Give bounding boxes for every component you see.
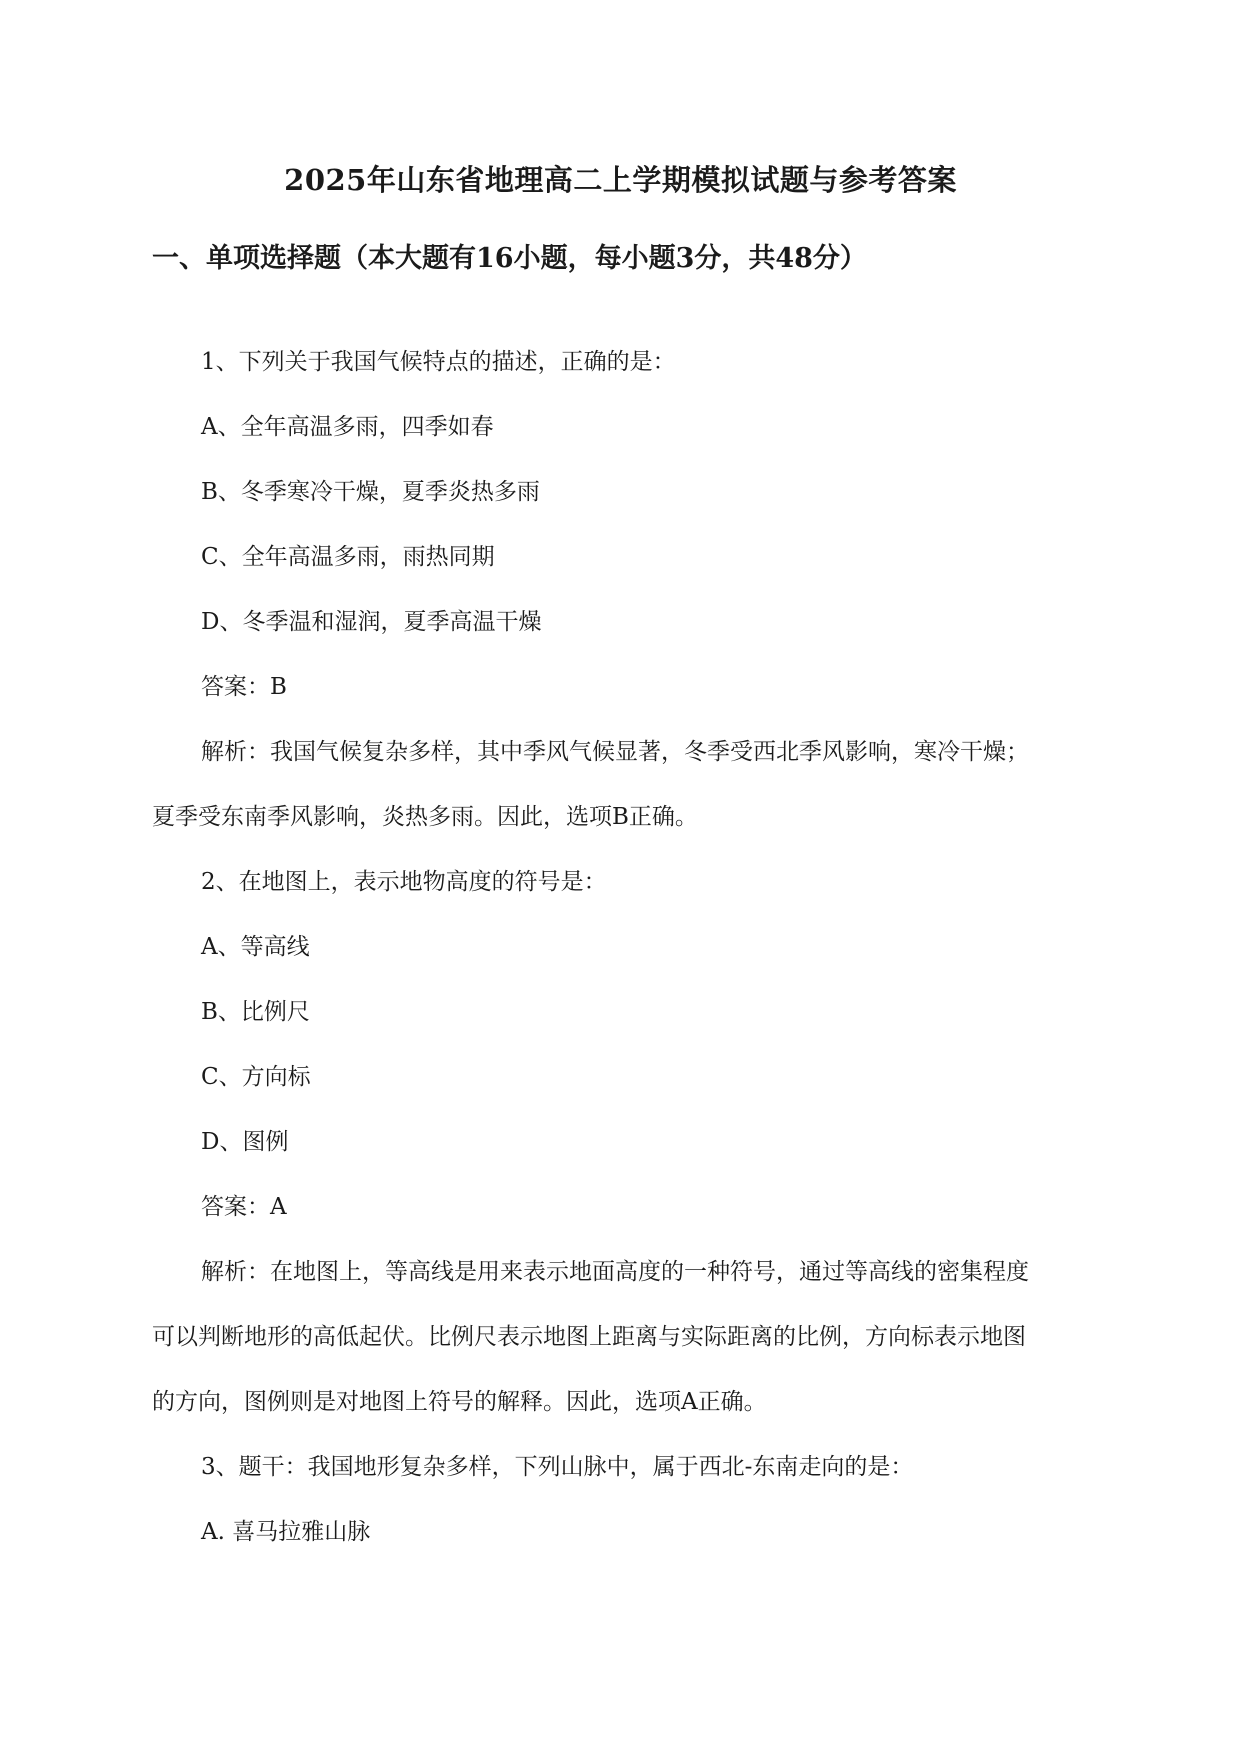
question-2-explanation-line: 可以判断地形的高低起伏。比例尺表示地图上距离与实际距离的比例，方向标表示地图 xyxy=(152,1324,1026,1350)
question-3-option-a: A. 喜马拉雅山脉 xyxy=(201,1519,371,1545)
question-1-stem: 1、下列关于我国气候特点的描述，正确的是： xyxy=(201,349,676,375)
question-2-stem: 2、在地图上，表示地物高度的符号是： xyxy=(201,869,607,895)
section-heading: 一、单项选择题（本大题有16小题，每小题3分，共48分） xyxy=(152,243,867,274)
question-2-option-d: D、图例 xyxy=(201,1129,289,1155)
question-1-option-c: C、全年高温多雨，雨热同期 xyxy=(201,544,495,570)
question-2-option-b: B、比例尺 xyxy=(201,999,310,1025)
question-2-explanation-line: 解析：在地图上，等高线是用来表示地面高度的一种符号，通过等高线的密集程度 xyxy=(201,1259,1029,1285)
question-1-explanation-line: 夏季受东南季风影响，炎热多雨。因此，选项B正确。 xyxy=(152,804,698,830)
question-2-answer: 答案：A xyxy=(201,1194,287,1220)
question-2-explanation-line: 的方向，图例则是对地图上符号的解释。因此，选项A正确。 xyxy=(152,1389,767,1415)
question-1-answer: 答案：B xyxy=(201,674,287,700)
question-1-option-a: A、全年高温多雨，四季如春 xyxy=(201,414,494,440)
question-2-option-a: A、等高线 xyxy=(201,934,310,960)
question-1-option-d: D、冬季温和湿润，夏季高温干燥 xyxy=(201,609,542,635)
question-1-explanation-line: 解析：我国气候复杂多样，其中季风气候显著，冬季受西北季风影响，寒冷干燥； xyxy=(201,739,1029,765)
question-2-option-c: C、方向标 xyxy=(201,1064,311,1090)
question-1-option-b: B、冬季寒冷干燥，夏季炎热多雨 xyxy=(201,479,540,505)
question-3-stem: 3、题干：我国地形复杂多样，下列山脉中，属于西北-东南走向的是： xyxy=(201,1454,914,1480)
document-title: 2025年山东省地理高二上学期模拟试题与参考答案 xyxy=(284,163,957,197)
